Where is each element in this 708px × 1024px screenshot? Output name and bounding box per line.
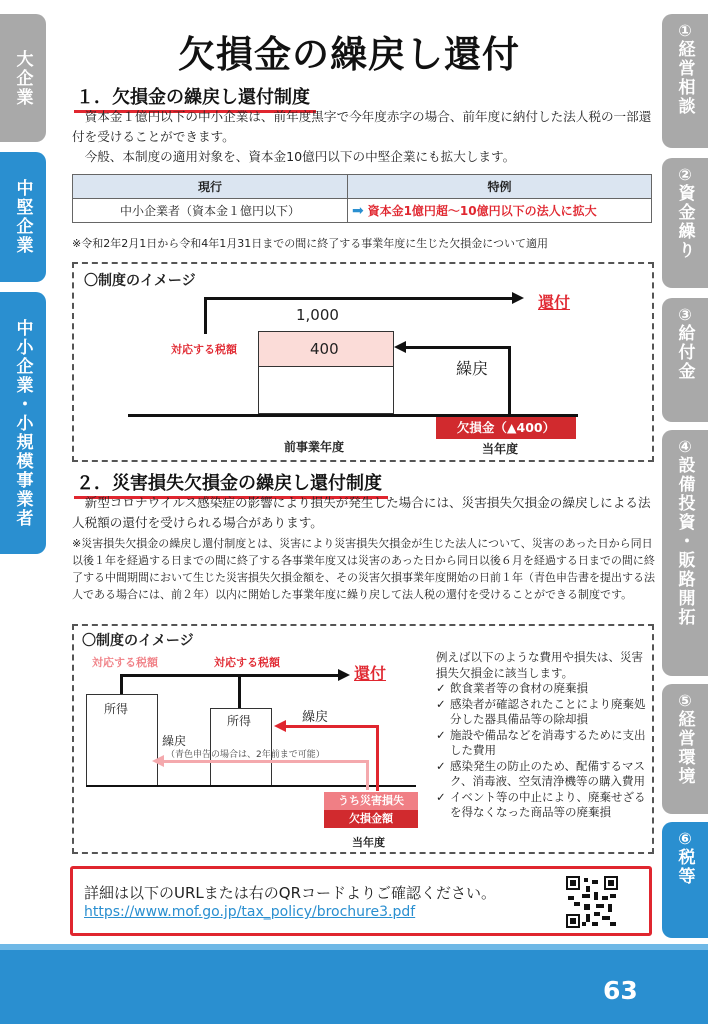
example-item: ✓ 感染発生の防止のため、配備するマスク、消毒液、空気清浄機等の購入費用 bbox=[436, 758, 646, 788]
info-url-link[interactable]: https://www.mof.go.jp/tax_policy/brochure3.pdf bbox=[84, 904, 416, 920]
check-icon: ✓ bbox=[436, 727, 446, 742]
tax-right-label: 対応する税額 bbox=[214, 656, 280, 669]
example-item: ✓ イベント等の中止により、廃棄せざるを得なくなった商品等の廃棄損 bbox=[436, 789, 646, 819]
section1-para2: 今般、本制度の適用対象を、資本金10億円以下の中堅企業にも拡大します。 bbox=[84, 149, 516, 164]
check-icon: ✓ bbox=[436, 789, 446, 804]
refund-line-vertical bbox=[204, 297, 207, 334]
refund2-label: 還付 bbox=[354, 664, 387, 683]
right-tab-number: ③ bbox=[678, 305, 692, 324]
carryback-line-horizontal bbox=[404, 346, 511, 349]
table-header-special: 特例 bbox=[348, 175, 652, 199]
carryback2-label: 繰戻 bbox=[302, 710, 329, 725]
check-icon: ✓ bbox=[436, 681, 446, 695]
table-cell-current: 中小企業者（資本金１億円以下） bbox=[73, 199, 348, 223]
carryback2-arrowhead-icon bbox=[274, 720, 286, 732]
right-tab-number: ⑤ bbox=[678, 691, 692, 710]
blue-filing-note: （青色申告の場合は、2年前まで可能） bbox=[166, 750, 325, 760]
right-tab-number: ① bbox=[678, 21, 692, 40]
example-item: ✓ 施設や備品などを消毒するために支出した費用 bbox=[436, 727, 646, 757]
diagram1-heading: 〇制度のイメージ bbox=[84, 273, 196, 289]
income-label-2: 所得 bbox=[227, 714, 252, 728]
current-year-label: 当年度 bbox=[482, 442, 519, 456]
carryback-pink-arrowhead-icon bbox=[152, 755, 164, 767]
carryback-label: 繰戻 bbox=[456, 359, 489, 378]
qr-code-graphic bbox=[566, 876, 618, 928]
arrow-right-icon: ➡ bbox=[352, 203, 364, 219]
refund2-line-left bbox=[120, 674, 123, 694]
right-tab-number: ⑥ bbox=[678, 829, 692, 848]
section2-heading: ２．災害損失欠損金の繰戻し還付制度 bbox=[74, 469, 388, 499]
left-tab-label: 中小企業・小規模事業者 bbox=[12, 318, 33, 528]
refund-label: 還付 bbox=[538, 293, 571, 312]
carryback-pink-label: 繰戻 bbox=[162, 734, 187, 748]
info-text: 詳細は以下のURLまたは右のQRコードよりご確認ください。 bbox=[84, 884, 496, 902]
footer-bar bbox=[0, 950, 708, 1024]
prev-year-label: 前事業年度 bbox=[284, 440, 345, 454]
check-icon: ✓ bbox=[436, 696, 446, 711]
check-icon: ✓ bbox=[436, 758, 446, 773]
portion-value: 400 bbox=[310, 340, 339, 358]
right-tab-funding[interactable] bbox=[662, 158, 708, 288]
section1-heading: １．欠損金の繰戻し還付制度 bbox=[74, 83, 316, 113]
right-tab-number: ④ bbox=[678, 437, 692, 456]
page-number: 63 bbox=[603, 976, 638, 1005]
examples-block bbox=[436, 650, 648, 821]
refund-line-horizontal bbox=[204, 297, 516, 300]
carryback-line-vertical bbox=[508, 346, 511, 414]
left-tab-large-enterprise[interactable] bbox=[0, 14, 46, 142]
refund2-line-mid bbox=[238, 674, 241, 710]
right-tab-tax[interactable] bbox=[662, 822, 708, 938]
right-tab-investment[interactable] bbox=[662, 430, 708, 676]
disaster-loss-box-bottom: 欠損金額 bbox=[324, 810, 418, 828]
right-tab-label: 資金繰り bbox=[674, 184, 695, 260]
examples-intro: 例えば以下のような費用や損失は、災害損失欠損金に該当します。 bbox=[436, 650, 643, 680]
left-tab-label: 中堅企業 bbox=[12, 179, 33, 255]
section1-para1: 資本金１億円以下の中小企業は、前年度黒字で今年度赤字の場合、前年度に納付した法人税の一部還付を受けることができます。 bbox=[72, 109, 652, 144]
total-value: 1,000 bbox=[296, 306, 339, 324]
special-value: 資本金1億円超～10億円以下の法人に拡大 bbox=[367, 204, 597, 218]
left-tab-sme[interactable] bbox=[0, 292, 46, 554]
corresponding-tax-label: 対応する税額 bbox=[171, 343, 237, 356]
section2-note: ※災害損失欠損金の繰戻し還付制度とは、災害により災害損失欠損金が生じた法人について、災害のあった日から同日以後１年を経過する日までの間に終了する各事業年度又は災害のあった日から同日以後６月を経過する日までの間に終了する中間期間において生じた災害損失欠損金額を、その災害欠損事業年度開始の日前１年（青色申告書を提出する法人である場合には、前２年）以内に開始した事業年度に繰り戻して法人税の還付を受けることができる制度です。 bbox=[72, 537, 655, 601]
qr-code[interactable] bbox=[566, 876, 618, 928]
right-tab-consulting[interactable] bbox=[662, 14, 708, 148]
right-tab-label: 経営環境 bbox=[674, 710, 695, 786]
right-tab-benefits[interactable] bbox=[662, 298, 708, 422]
table-header-current: 現行 bbox=[73, 175, 348, 199]
table-cell-special bbox=[348, 199, 652, 223]
carryback-arrowhead-icon bbox=[394, 341, 406, 353]
diagram2-heading: 〇制度のイメージ bbox=[82, 633, 194, 649]
right-tab-label: 経営相談 bbox=[674, 40, 695, 116]
right-tab-label: 税等 bbox=[674, 848, 695, 886]
footer-stripe bbox=[0, 944, 708, 950]
disaster-loss-box-top: うち災害損失 bbox=[324, 792, 418, 810]
left-tab-label: 大企業 bbox=[12, 49, 33, 107]
right-tab-label: 設備投資・販路開拓 bbox=[674, 456, 695, 627]
right-tab-number: ② bbox=[678, 165, 692, 184]
carryback2-line-horizontal bbox=[286, 725, 379, 728]
section1-note: ※令和2年2月1日から令和4年1月31日までの間に終了する事業年度に生じた欠損金について適用 bbox=[72, 237, 548, 250]
example-item: ✓ 飲食業者等の食材の廃棄損 bbox=[436, 681, 588, 695]
income-label-1: 所得 bbox=[104, 702, 129, 716]
carryback-pink-line-horizontal bbox=[164, 760, 369, 763]
carryback2-line-vertical bbox=[376, 725, 379, 791]
comparison-table bbox=[72, 174, 652, 223]
page-title: 欠損金の繰戻し還付 bbox=[178, 33, 520, 76]
right-tab-environment[interactable] bbox=[662, 684, 708, 814]
refund-arrowhead-icon bbox=[512, 292, 524, 304]
refund2-arrowhead-icon bbox=[338, 669, 350, 681]
carryback-pink-line-vertical bbox=[366, 760, 369, 790]
refund2-line-horizontal bbox=[120, 674, 340, 677]
tax-left-label: 対応する税額 bbox=[92, 656, 158, 669]
left-tab-mid-enterprise[interactable] bbox=[0, 152, 46, 282]
current-year-label-2: 当年度 bbox=[352, 836, 385, 849]
prev-year-income-box bbox=[258, 366, 394, 414]
section2-para1: 新型コロナウイルス感染症の影響により損失が発生した場合には、災害損失欠損金の繰戻しによる法人税額の還付を受けられる場合があります。 bbox=[72, 495, 651, 530]
example-item: ✓ 感染者が確認されたことにより廃棄処分した器具備品等の除却損 bbox=[436, 696, 646, 726]
loss-box: 欠損金（▲400） bbox=[436, 417, 576, 439]
right-tab-label: 給付金 bbox=[674, 324, 695, 381]
